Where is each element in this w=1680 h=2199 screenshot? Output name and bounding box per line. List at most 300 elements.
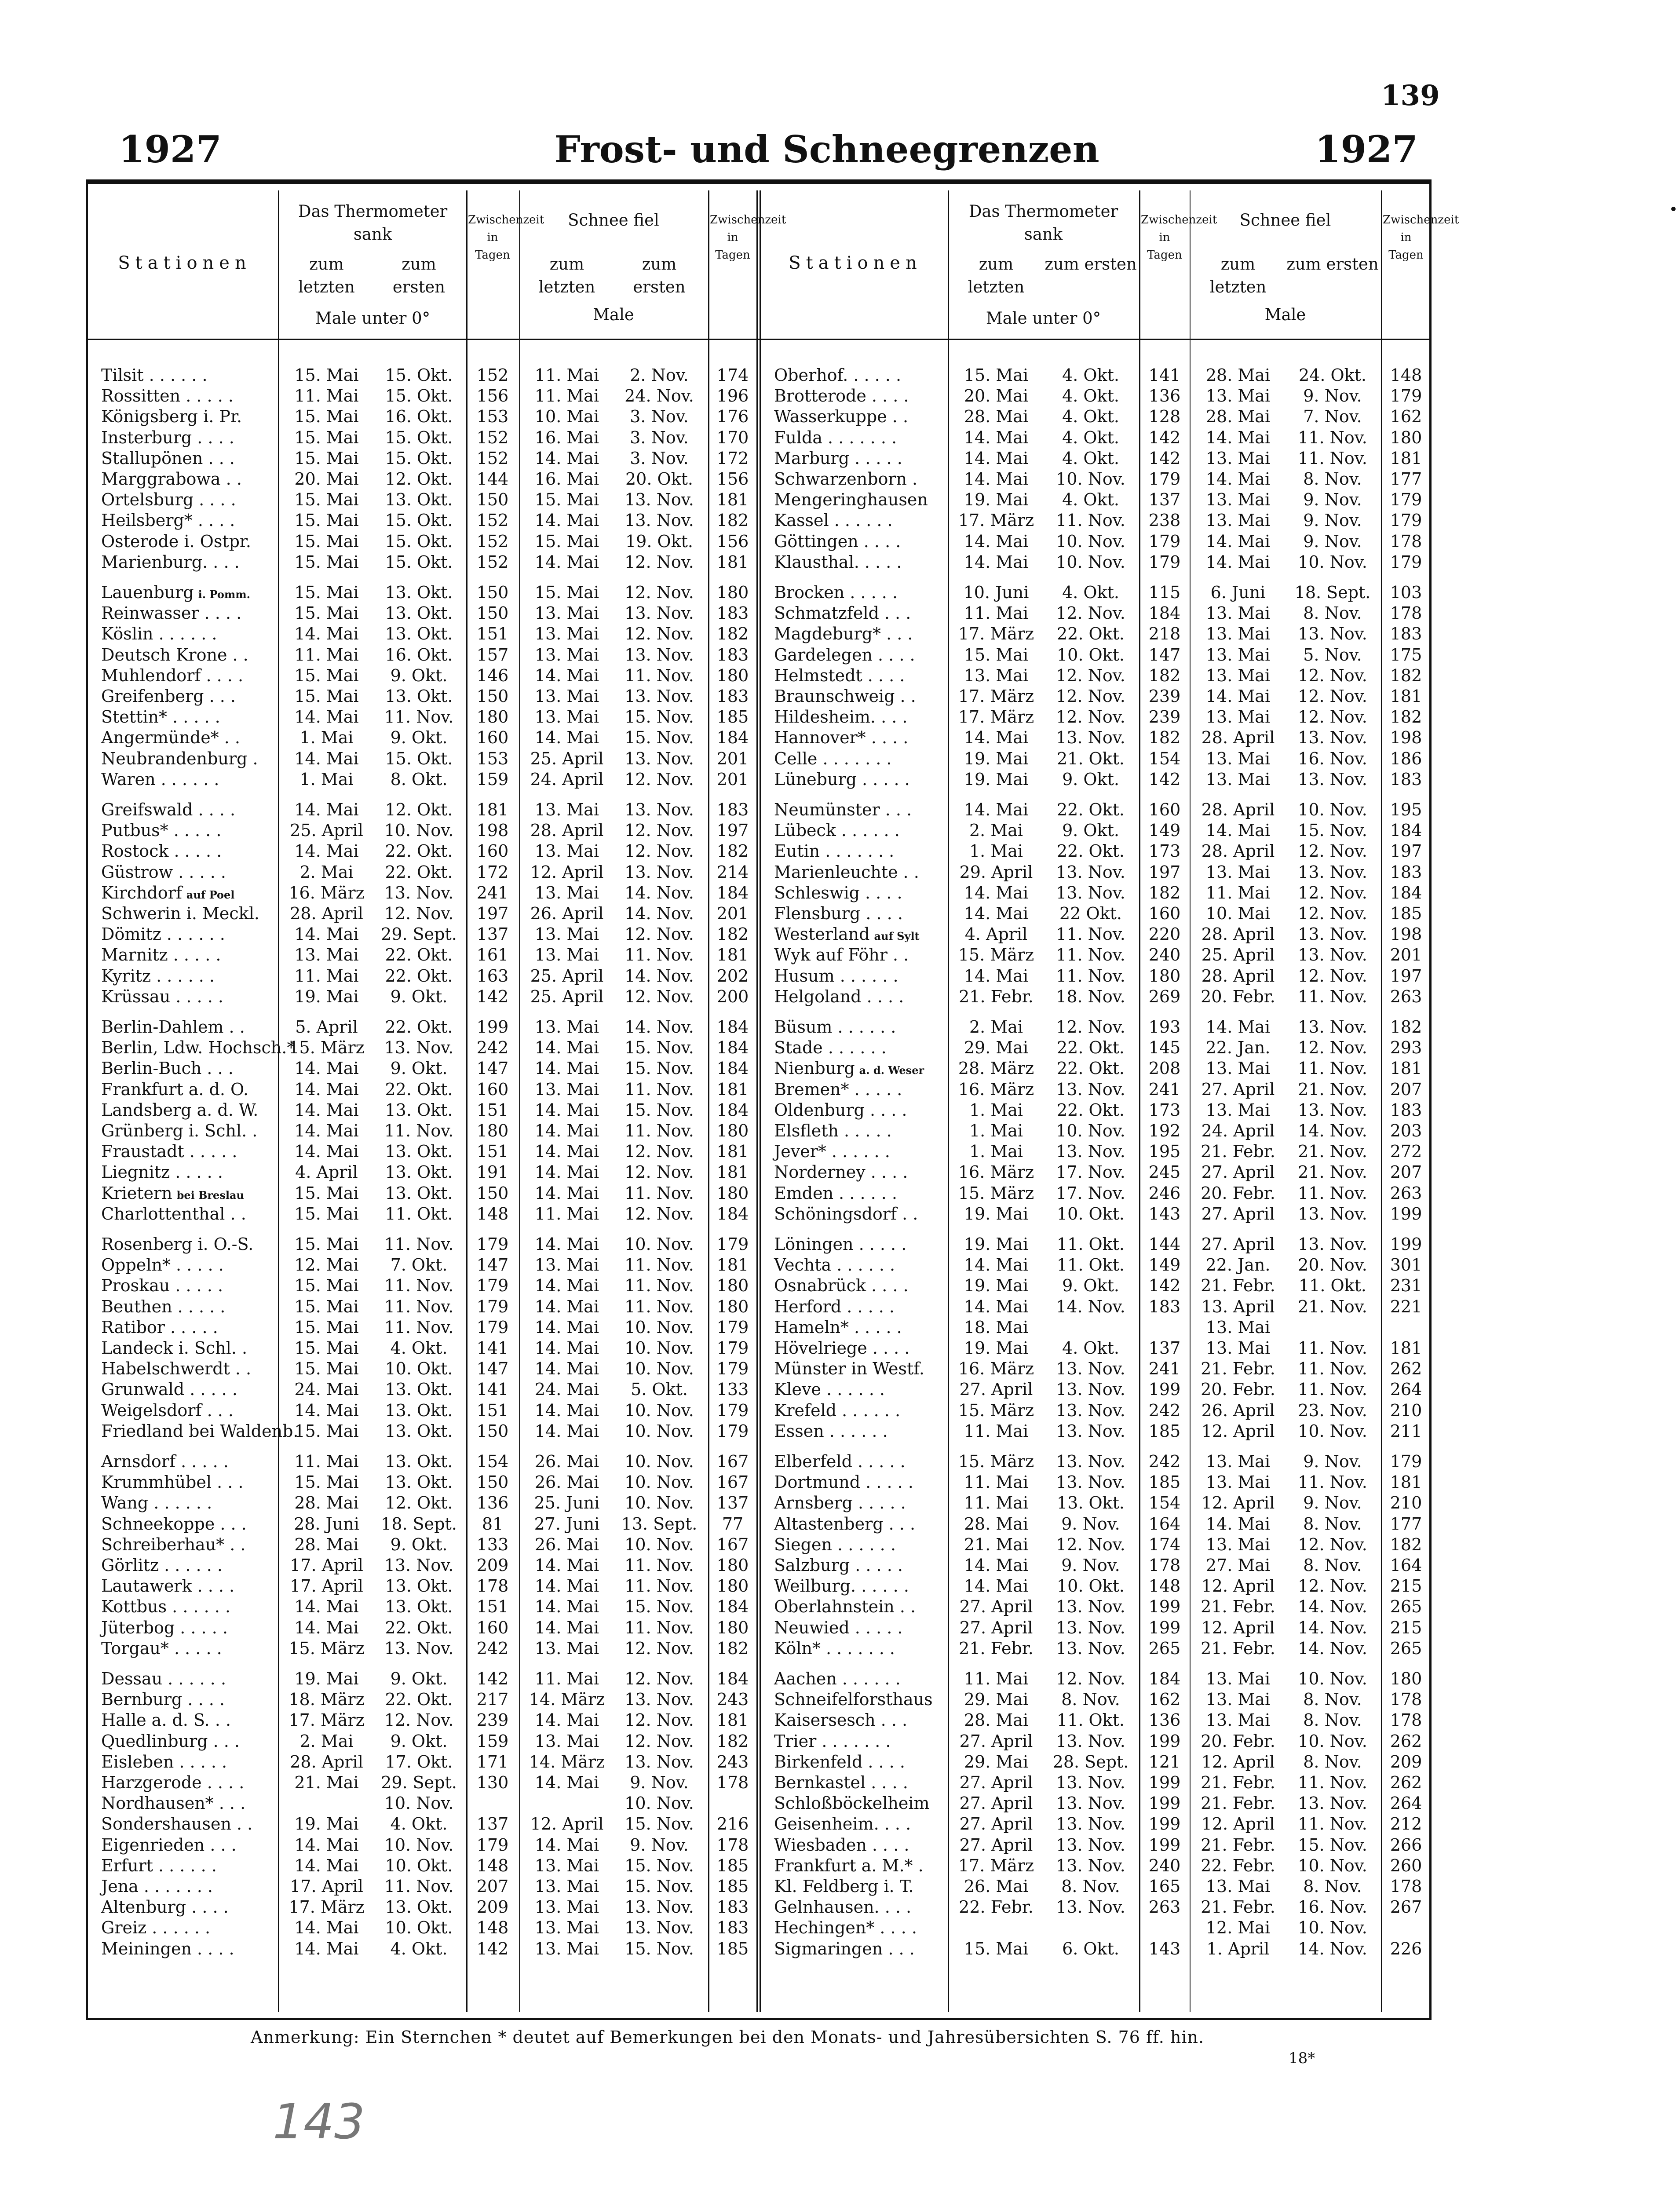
snow-last: 27. Mai [1205, 1556, 1271, 1575]
snow-first: 13. Nov. [1298, 1794, 1367, 1813]
frost-interval: 241 [1148, 1359, 1181, 1379]
station-suffix: auf Poel [186, 888, 235, 901]
frost-first: 16. Okt. [385, 407, 453, 427]
snow-last: 12. April [1201, 1752, 1275, 1772]
snow-last: 14. Mai [534, 1597, 599, 1617]
frost-last: 14. Mai [964, 469, 1029, 489]
frost-last: 25. April [290, 821, 363, 840]
frost-interval: 137 [1148, 1338, 1181, 1358]
frost-last: 15. März [958, 1183, 1034, 1203]
snow-first: 3. Nov. [630, 448, 689, 468]
station-label: Osnabrück . . . . [774, 1276, 909, 1296]
frost-first: 22. Okt. [385, 945, 453, 965]
table-row [0, 1121, 1680, 1141]
snow-last: 25. April [530, 966, 604, 986]
frost-last: 18. März [289, 1690, 365, 1710]
station-label: Lautawerk . . . . [101, 1576, 235, 1596]
station-label: Kassel . . . . . . [774, 511, 893, 530]
frost-last: 15. Mai [294, 1204, 359, 1224]
snow-last: 13. Mai [1205, 490, 1271, 510]
frost-interval: 179 [476, 1297, 509, 1316]
station-label: Jüterbog . . . . . [101, 1618, 228, 1637]
snow-interval: 181 [716, 1079, 749, 1099]
snow-interval: 182 [1390, 1017, 1422, 1037]
frost-interval: 147 [1148, 645, 1181, 665]
frost-interval: 137 [476, 1814, 509, 1834]
station-label: Flensburg . . . . [774, 904, 903, 923]
frost-interval: 142 [476, 1939, 509, 1958]
snow-first: 9. Nov. [1303, 490, 1362, 510]
frost-last: 19. Mai [964, 1276, 1029, 1296]
frost-last: 15. Mai [294, 1276, 359, 1296]
snow-first: 15. Nov. [625, 1100, 694, 1120]
station-label: Reinwasser . . . . [101, 603, 242, 623]
frost-interval: 160 [476, 841, 509, 861]
snow-last: 13. Mai [534, 1897, 599, 1917]
snow-first: 13. Nov. [625, 1690, 694, 1710]
snow-interval: 263 [1390, 1183, 1422, 1203]
snow-interval: 231 [1390, 1276, 1422, 1296]
station-label: Krüssau . . . . . [101, 986, 223, 1006]
frost-last: 15. Mai [294, 427, 359, 447]
frost-interval: 195 [1148, 1142, 1181, 1162]
station-label: Emden . . . . . . [774, 1183, 898, 1203]
frost-last: 4. April [295, 1162, 358, 1182]
snow-first: 13. Nov. [625, 1918, 694, 1938]
station-label: Erfurt . . . . . . [101, 1856, 217, 1875]
snow-last: 14. Mai [534, 1359, 599, 1379]
snow-first: 12. Nov. [1298, 1534, 1367, 1554]
frost-first: 13. Okt. [385, 1897, 453, 1917]
frost-first: 11. Nov. [384, 707, 454, 727]
frost-first: 18. Sept. [381, 1514, 457, 1534]
table-row [0, 1689, 1680, 1710]
snow-interval: 181 [1390, 1472, 1422, 1492]
frost-first: 13. Nov. [384, 883, 454, 902]
frost-first: 9. Nov. [1061, 1556, 1120, 1575]
station-name [774, 1100, 948, 1121]
table-row [0, 727, 1680, 748]
snow-first: 8. Nov. [1303, 1514, 1362, 1534]
frost-last: 19. Mai [294, 1814, 359, 1834]
table-row [0, 1618, 1680, 1638]
frost-interval: 152 [476, 552, 509, 572]
frost-interval: 239 [1148, 707, 1181, 727]
station-name [774, 862, 948, 883]
frost-interval: 179 [476, 1317, 509, 1337]
frost-last: 19. Mai [294, 986, 359, 1006]
station-name [774, 665, 948, 686]
snow-interval: 182 [716, 924, 749, 944]
snow-first: 12. Nov. [625, 769, 694, 789]
frost-interval: 152 [476, 511, 509, 530]
snow-last: 13. Mai [534, 707, 599, 727]
frost-interval: 263 [1148, 1897, 1181, 1917]
frost-first: 13. Okt. [385, 1576, 453, 1596]
station-name [774, 1576, 948, 1596]
snow-last: 28. April [1201, 728, 1275, 748]
frost-interval: 147 [476, 1359, 509, 1379]
station-label: Jena . . . . . . . [101, 1877, 213, 1896]
snow-first: 23. Nov. [1298, 1400, 1367, 1420]
frost-first: 15. Okt. [385, 427, 453, 447]
snow-interval: 183 [716, 603, 749, 623]
frost-last: 14. Mai [294, 841, 359, 861]
snow-interval: 265 [1390, 1597, 1422, 1617]
snow-first: 21. Nov. [1298, 1079, 1367, 1099]
frost-last: 1. Mai [969, 1142, 1023, 1162]
station-name [774, 1162, 948, 1183]
frost-interval: 157 [476, 645, 509, 665]
frost-interval: 182 [1148, 665, 1181, 685]
station-name [774, 1493, 948, 1513]
snow-interval: 178 [716, 1773, 749, 1792]
frost-first: 22. Okt. [1056, 1038, 1125, 1058]
frost-last: 27. April [959, 1794, 1033, 1813]
snow-first: 19. Okt. [625, 531, 694, 551]
snow-last: 15. Mai [534, 583, 599, 602]
frost-first: 22. Okt. [385, 966, 453, 986]
snow-interval: 185 [716, 1877, 749, 1896]
snow-last: 28. April [1201, 966, 1275, 986]
station-label: Gardelegen . . . . [774, 645, 915, 665]
snow-interval: 179 [716, 1235, 749, 1254]
snow-last: 14. Mai [534, 1835, 599, 1855]
station-label: Friedland bei Waldenb. [101, 1421, 299, 1441]
snow-first: 12. Nov. [1298, 841, 1367, 861]
station-name [774, 1472, 948, 1493]
snow-interval: 181 [716, 945, 749, 965]
snow-last: 13. Mai [534, 945, 599, 965]
table-row [0, 552, 1680, 573]
station-label: Oppeln* . . . . . [101, 1255, 224, 1275]
snow-interval: 180 [716, 1618, 749, 1637]
table-row [0, 645, 1680, 665]
snow-last: 24. April [1201, 1121, 1275, 1140]
station-label: Altastenberg . . . [774, 1514, 916, 1534]
frost-first: 13. Okt. [1056, 1493, 1125, 1513]
station-label: Celle . . . . . . . [774, 749, 892, 768]
station-label: Charlottenthal . . [101, 1204, 246, 1224]
frost-first: 13. Nov. [1056, 1638, 1125, 1658]
frost-last: 27. April [959, 1814, 1033, 1834]
snow-last: 14. Mai [1205, 1514, 1271, 1534]
station-name [774, 1876, 948, 1897]
snow-first: 11. Nov. [1298, 1472, 1367, 1492]
frost-interval: 147 [476, 1059, 509, 1078]
station-name [774, 841, 948, 862]
snow-last: 11. Mai [534, 386, 599, 406]
snow-last: 14. März [529, 1752, 605, 1772]
station-name [774, 883, 948, 903]
snow-last: 14. Mai [534, 728, 599, 748]
snow-last: 21. Febr. [1201, 1276, 1275, 1296]
frost-last: 11. Mai [964, 1472, 1029, 1492]
snow-interval: 178 [716, 1835, 749, 1855]
snow-interval: 180 [1390, 1669, 1422, 1688]
station-label: Görlitz . . . . . . [101, 1556, 223, 1575]
station-label: Frankfurt a. d. O. [101, 1079, 249, 1099]
snow-interval: 216 [716, 1814, 749, 1834]
frost-first: 9. Okt. [1062, 769, 1119, 789]
frost-interval: 154 [1148, 749, 1181, 768]
snow-first: 15. Nov. [625, 1597, 694, 1617]
stations-header-right: Stationen [789, 253, 922, 273]
station-label: Klausthal. . . . . [774, 552, 902, 572]
snow-interval: 183 [716, 687, 749, 706]
snow-interval: 207 [1390, 1162, 1422, 1182]
station-label: Rossitten . . . . . [101, 386, 234, 406]
snow-first: 24. Nov. [625, 386, 694, 406]
frost-last: 15. Mai [294, 1297, 359, 1316]
snow-first: 10. Nov. [625, 1452, 694, 1471]
snow-last: 12. April [1201, 1618, 1275, 1637]
station-label: Büsum . . . . . . [774, 1017, 896, 1037]
snow-interval: 201 [716, 749, 749, 768]
snow-interval: 266 [1390, 1835, 1422, 1855]
station-label: Westerland [774, 924, 870, 944]
snow-last: 12. April [1201, 1493, 1275, 1513]
snow-last: 14. Mai [1205, 821, 1271, 840]
zwischenzeit-right: Zwischenzeit in Tagen [1141, 213, 1217, 262]
snow-last: 13. Mai [534, 645, 599, 665]
table-row [0, 1534, 1680, 1555]
frost-interval: 154 [476, 1452, 509, 1471]
station-label: Deutsch Krone . . [101, 645, 248, 665]
frost-first: 22. Okt. [1056, 624, 1125, 644]
snow-interval: 210 [1390, 1400, 1422, 1420]
frost-last: 29. Mai [964, 1690, 1029, 1710]
frost-first: 10. Okt. [1056, 645, 1125, 665]
station-label: Eisleben . . . . . [101, 1752, 227, 1772]
frost-first: 21. Okt. [1056, 749, 1125, 768]
table-row [0, 903, 1680, 924]
frost-first: 9. Okt. [390, 1534, 448, 1554]
station-label: Dessau . . . . . . [101, 1669, 226, 1688]
frost-interval: 172 [476, 862, 509, 882]
station-label: Salzburg . . . . . [774, 1556, 903, 1575]
frost-interval: 160 [476, 1618, 509, 1637]
table-row [0, 1576, 1680, 1596]
frost-interval: 208 [1148, 1059, 1181, 1078]
snow-first: 11. Okt. [1298, 1276, 1367, 1296]
snow-last: 13. Mai [534, 1856, 599, 1875]
station-label: Halle a. d. S. . . [101, 1710, 231, 1730]
snow-first: 11. Nov. [1298, 1814, 1367, 1834]
frost-first: 10. Okt. [1056, 1204, 1125, 1224]
snow-first: 11. Nov. [1298, 427, 1367, 447]
snow-interval: 182 [716, 1731, 749, 1751]
frost-interval: 142 [476, 986, 509, 1006]
snow-interval: 181 [1390, 1059, 1422, 1078]
station-name [774, 1297, 948, 1317]
frost-last: 15. Mai [294, 511, 359, 530]
frost-first: 13. Okt. [385, 1162, 453, 1182]
snow-last: 14. Mai [534, 1038, 599, 1058]
station-name [774, 1731, 948, 1752]
snow-last: 14. Mai [534, 1556, 599, 1575]
frost-first: 13. Nov. [1056, 1597, 1125, 1617]
thermometer-header-right: Das Thermometer sank [968, 202, 1118, 244]
frost-interval: 153 [476, 407, 509, 427]
snow-last: 13. Mai [1205, 1472, 1271, 1492]
station-name [774, 1897, 948, 1918]
year-left: 1927 [119, 128, 222, 171]
zum-letzten-left: zum letzten [298, 255, 355, 296]
frost-interval: 197 [476, 904, 509, 923]
frost-first: 4. Okt. [1062, 583, 1119, 602]
snow-first: 9. Nov. [1303, 511, 1362, 530]
frost-last: 22. Febr. [959, 1897, 1034, 1917]
snow-last: 26. Mai [534, 1534, 599, 1554]
station-label: Torgau* . . . . . [101, 1638, 222, 1658]
snow-last: 21. Febr. [1201, 1773, 1275, 1792]
station-name [774, 1359, 948, 1379]
table-row [0, 1897, 1680, 1918]
snow-last: 21. Febr. [1201, 1835, 1275, 1855]
snow-last: 20. Febr. [1201, 1731, 1275, 1751]
frost-interval: 142 [1148, 427, 1181, 447]
snow-last: 21. Febr. [1201, 1597, 1275, 1617]
snow-first: 14. Nov. [625, 883, 694, 902]
snow-last: 27. April [1201, 1235, 1275, 1254]
frost-interval: 180 [476, 1121, 509, 1140]
station-name [774, 1939, 948, 1959]
snow-first: 10. Nov. [625, 1317, 694, 1337]
frost-last: 28. Mai [294, 1493, 359, 1513]
snow-last: 10. Mai [1205, 904, 1271, 923]
frost-last: 17. März [958, 687, 1034, 706]
snow-last: 26. April [530, 904, 604, 923]
table-row [0, 448, 1680, 469]
frost-interval: 143 [1148, 1939, 1181, 1958]
frost-interval: 198 [476, 821, 509, 840]
frost-interval: 159 [476, 1731, 509, 1751]
schnee-header-right: Schnee fiel [1239, 211, 1331, 230]
snow-first: 11. Nov. [1298, 1359, 1367, 1379]
frost-last: 11. Mai [294, 966, 359, 986]
frost-first: 15. Okt. [385, 552, 453, 572]
station-label: Geisenheim. . . . [774, 1814, 911, 1834]
snow-last: 20. Febr. [1201, 1183, 1275, 1203]
frost-first: 18. Nov. [1056, 986, 1125, 1006]
station-name [774, 769, 948, 790]
table-row [0, 749, 1680, 769]
frost-last: 24. Mai [294, 1380, 359, 1399]
snow-interval: 179 [1390, 386, 1422, 406]
table-row [0, 924, 1680, 945]
frost-interval: 149 [1148, 821, 1181, 840]
snow-first: 15. Nov. [625, 728, 694, 748]
frost-last: 14. Mai [964, 1255, 1029, 1275]
frost-interval: 242 [1148, 1452, 1181, 1471]
snow-last: 14. Mai [534, 1235, 599, 1254]
frost-interval: 148 [1148, 1576, 1181, 1596]
snow-first: 3. Nov. [630, 407, 689, 427]
snow-first: 10. Nov. [625, 1235, 694, 1254]
snow-first: 12. Nov. [625, 1669, 694, 1688]
station-name [774, 1596, 948, 1617]
frost-interval: 160 [476, 728, 509, 748]
frost-last: 14. Mai [964, 966, 1029, 986]
frost-first: 13. Okt. [385, 1472, 453, 1492]
frost-last: 14. Mai [294, 1939, 359, 1958]
frost-first: 4. Okt. [390, 1939, 448, 1958]
frost-last: 12. Mai [294, 1255, 359, 1275]
snow-first: 15. Nov. [625, 1059, 694, 1078]
snow-last: 28. Mai [1205, 365, 1271, 385]
frost-interval: 242 [1148, 1400, 1181, 1420]
station-label: Schmatzfeld . . . [774, 603, 911, 623]
snow-first: 16. Nov. [1298, 749, 1367, 768]
frost-last: 15. Mai [294, 407, 359, 427]
snow-first: 8. Nov. [1303, 1690, 1362, 1710]
frost-first: 22. Okt. [385, 1017, 453, 1037]
station-name [774, 469, 948, 489]
frost-first: 13. Nov. [1056, 862, 1125, 882]
station-name [774, 1079, 948, 1100]
frost-interval: 183 [1148, 1297, 1181, 1316]
frost-first: 13. Nov. [1056, 1472, 1125, 1492]
snow-first: 11. Nov. [625, 1183, 694, 1203]
snow-last: 13. Mai [534, 1877, 599, 1896]
frost-first: 12. Okt. [385, 1493, 453, 1513]
table-row [0, 1596, 1680, 1617]
snow-interval: 148 [1390, 365, 1422, 385]
frost-first: 13. Okt. [385, 1400, 453, 1420]
station-label: Siegen . . . . . . [774, 1534, 896, 1554]
schnee-zum-ersten-right: zum ersten [1286, 255, 1379, 274]
footnote: Anmerkung: Ein Sternchen * deutet auf Bemerkungen bei den Monats- und Jahresübersichten S. 76 ff. hin. [251, 2027, 1205, 2047]
frost-interval: 156 [476, 386, 509, 406]
snow-first: 13. Nov. [625, 1897, 694, 1917]
snow-first: 10. Nov. [1298, 1731, 1367, 1751]
snow-first: 9. Nov. [1303, 531, 1362, 551]
frost-first: 22. Okt. [385, 1618, 453, 1637]
frost-interval: 171 [476, 1752, 509, 1772]
frost-last: 11. Mai [964, 1421, 1029, 1441]
frost-last: 28. März [958, 1059, 1034, 1078]
frost-last: 15. März [958, 945, 1034, 965]
snow-first: 9. Nov. [1303, 1493, 1362, 1513]
snow-interval: 181 [1390, 448, 1422, 468]
frost-last: 15. Mai [294, 531, 359, 551]
station-suffix: a. d. Weser [859, 1064, 924, 1077]
frost-interval: 191 [476, 1162, 509, 1182]
frost-last: 17. März [958, 624, 1034, 644]
frost-interval: 133 [476, 1534, 509, 1554]
male-unter-left: Male unter 0° [315, 309, 431, 328]
frost-last: 4. April [964, 924, 1028, 944]
frost-first: 29. Sept. [381, 924, 457, 944]
snow-interval: 214 [716, 862, 749, 882]
snow-last: 22. Febr. [1201, 1856, 1275, 1875]
snow-last: 21. Febr. [1201, 1359, 1275, 1379]
snow-first: 10. Nov. [1298, 800, 1367, 819]
snow-last: 13. Mai [534, 841, 599, 861]
snow-first: 11. Nov. [625, 1255, 694, 1275]
station-name [774, 448, 948, 469]
frost-last: 28. Juni [294, 1514, 359, 1534]
station-name [774, 1379, 948, 1400]
zum-ersten-right: zum ersten [1045, 255, 1137, 274]
frost-last: 27. April [959, 1731, 1033, 1751]
snow-first: 12. Nov. [625, 1731, 694, 1751]
snow-interval: 264 [1390, 1380, 1422, 1399]
station-name [774, 552, 948, 573]
frost-last: 14. Mai [964, 1556, 1029, 1575]
station-label: Löningen . . . . . [774, 1235, 907, 1254]
